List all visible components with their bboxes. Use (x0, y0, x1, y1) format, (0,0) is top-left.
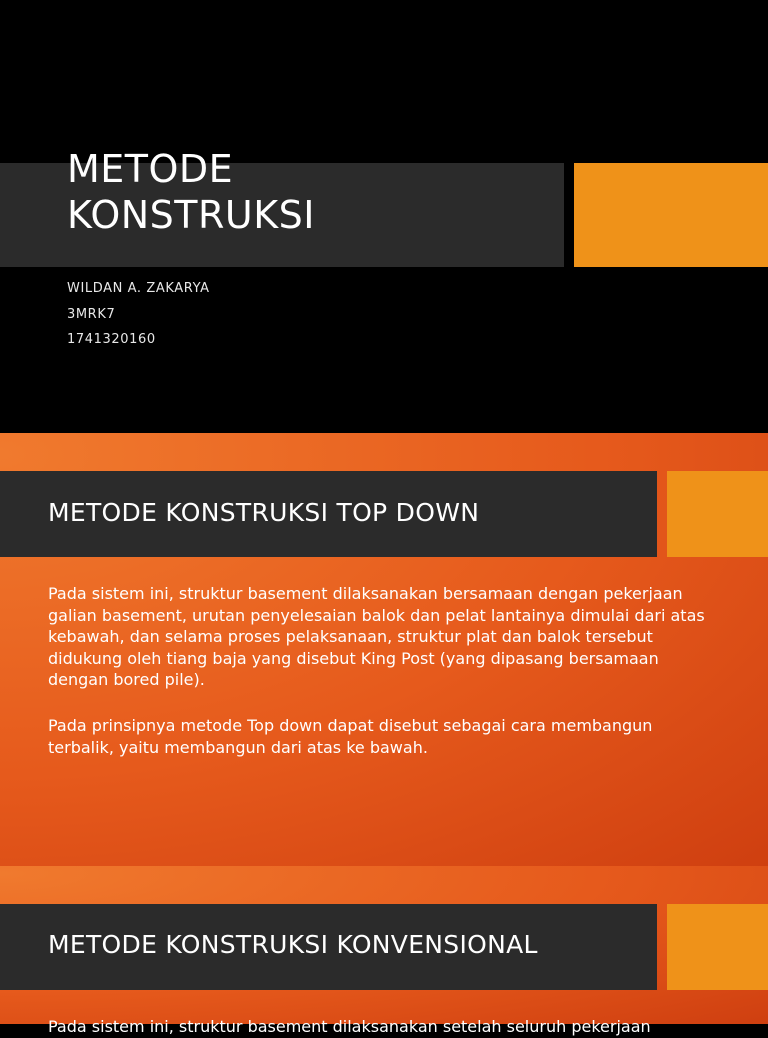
title-line-1: METODE (67, 147, 234, 191)
paragraph: Pada sistem ini, struktur basement dilaksanakan bersamaan dengan pekerjaan galian basement, urutan penyelesaian balok dan pelat lantainya dimulai dari atas kebawah, dan selama proses pelaksanaan, struktur plat dan balok tersebut didukung oleh tiang baja yang disebut King Post (yang dipasang bersamaan dengan bored pile). (48, 584, 705, 689)
content-slide-konvensional (0, 866, 768, 1036)
title-line-2: KONSTRUKSI (67, 193, 315, 237)
class-code: 3MRK7 (67, 306, 116, 322)
subtitle-block (67, 276, 210, 353)
slide-heading: METODE KONSTRUKSI KONVENSIONAL (48, 930, 538, 959)
paragraph: Pada sistem ini, struktur basement dilaksanakan setelah seluruh pekerjaan (48, 1017, 651, 1036)
heading-accent-block (667, 471, 768, 557)
accent-block (574, 163, 768, 267)
author-name: WILDAN A. ZAKARYA (67, 281, 210, 296)
slide-heading: METODE KONSTRUKSI TOP DOWN (48, 498, 480, 527)
title-slide (0, 0, 768, 433)
paragraph: Pada prinsipnya metode Top down dapat disebut sebagai cara membangun terbalik, yaitu membangun dari atas ke bawah. (48, 716, 653, 757)
heading-accent-block (667, 904, 768, 990)
slide-title (67, 146, 315, 238)
student-id: 1741320160 (67, 332, 156, 347)
content-slide-top-down (0, 433, 768, 866)
